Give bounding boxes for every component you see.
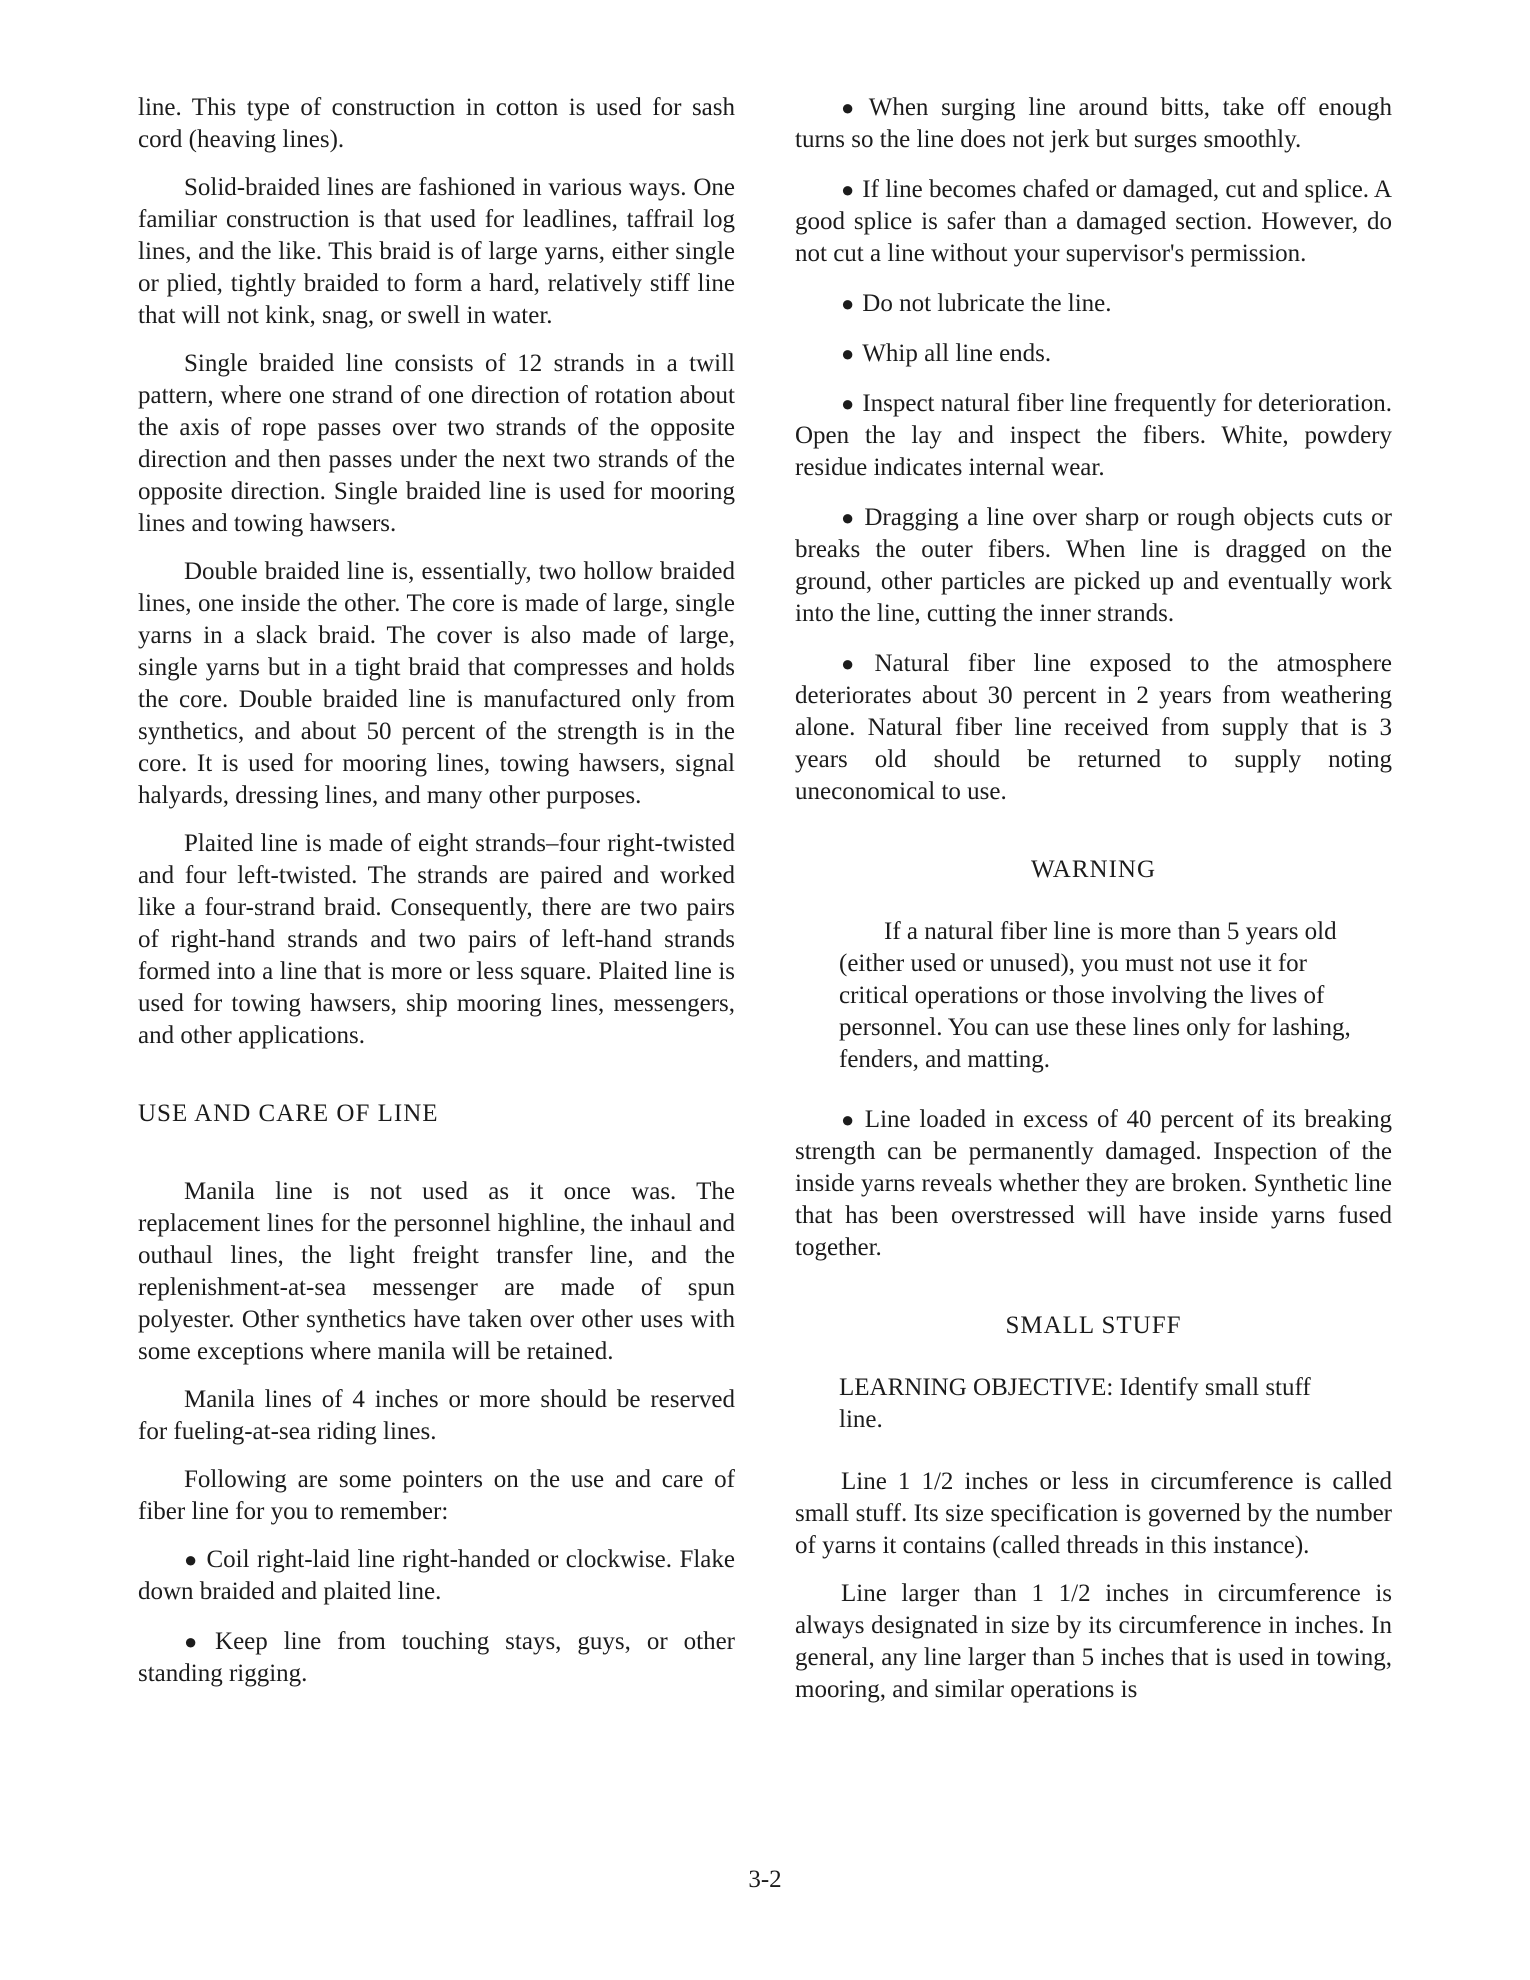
bullet-item: [795, 174, 1392, 270]
bullet-text: Inspect natural fiber line frequently for deterioration. Open the lay and inspect the fibers. White, powdery residue indicates internal wear.: [795, 390, 1393, 481]
paragraph-manila: Manila line is not used as it once was. The replacement lines for the personnel highline, the inhaul and outhaul lines, the light freight transfer line, and the replenishment-at-sea messenger are made of spun polyester. Other synthetics have taken over other uses with some exceptions where manila will be retained.: [138, 1178, 735, 1365]
bullet-text: Do not lubricate the line.: [862, 290, 1112, 317]
paragraph-pointers-intro: Following are some pointers on the use and care of fiber line for you to remember:: [138, 1466, 735, 1525]
bullet-item: [795, 92, 1392, 156]
bullet-icon: ●: [184, 1547, 199, 1572]
bullet-icon: ●: [841, 291, 855, 316]
bullet-item: [138, 1626, 735, 1690]
bullet-text: Dragging a line over sharp or rough objects cuts or breaks the outer fibers. When line is dragged on the ground, other particles are picked up and eventually work into the line, cutting the inner strands.: [795, 504, 1392, 627]
bullet-item: [795, 338, 1392, 370]
bullet-text: When surging line around bitts, take off enough turns so the line does not jerk but surges smoothly.: [795, 94, 1392, 153]
paragraph-single-braided: Single braided line consists of 12 strands in a twill pattern, where one strand of one direction of rotation about the axis of rope passes over two strands of the opposite direction and then passes under the next two strands of the opposite direction. Single braided line is used for mooring lines and towing hawsers.: [138, 350, 735, 537]
bullet-item: [795, 502, 1392, 630]
paragraph-solid-braided: Solid-braided lines are fashioned in various ways. One familiar construction is that used for leadlines, taffrail log lines, and the like. This braid is of large yarns, either single or plied, tightly braided to form a hard, relatively stiff line that will not kink, snag, or swell in water.: [138, 174, 735, 329]
section-heading-use-and-care: USE AND CARE OF LINE: [138, 1100, 439, 1127]
section-heading-small-stuff: SMALL STUFF: [1005, 1312, 1182, 1339]
bullet-item: [795, 648, 1392, 808]
bullet-text: Coil right-laid line right-handed or clockwise. Flake down braided and plaited line.: [138, 1546, 735, 1605]
bullet-icon: ●: [841, 177, 855, 202]
paragraph-plaited: Plaited line is made of eight strands–four right-twisted and four left-twisted. The strands are paired and worked like a four-strand braid. Consequently, there are two pairs of right-hand strands and two pairs of left-hand strands formed into a line that is more or less square. Plaited line is used for towing hawsers, ship mooring lines, messengers, and other applications.: [138, 830, 735, 1049]
paragraph-small-stuff: Line 1 1/2 inches or less in circumference is called small stuff. Its size specification is governed by the number of yarns it contains (called threads in this instance).: [795, 1468, 1392, 1559]
left-column: [138, 92, 735, 1708]
bullet-icon: ●: [841, 651, 867, 676]
bullet-icon: ●: [841, 95, 861, 120]
bullet-item: [795, 388, 1392, 484]
warning-title: WARNING: [1030, 856, 1157, 883]
paragraph-double-braided: Double braided line is, essentially, two hollow braided lines, one inside the other. The core is made of large, single yarns in a slack braid. The cover is also made of large, single yarns but in a tight braid that compresses and holds the core. Double braided line is manufactured only from synthetics, and about 50 percent of the strength is in the core. It is used for mooring lines, towing hawsers, signal halyards, dressing lines, and many other purposes.: [138, 558, 735, 809]
paragraph-line-larger: Line larger than 1 1/2 inches in circumference is always designated in size by its circumference in inches. In general, any line larger than 5 inches that is used in towing, mooring, and similar operations is: [795, 1580, 1392, 1703]
bullet-icon: ●: [841, 1107, 857, 1132]
page-number: 3-2: [748, 1866, 782, 1893]
bullet-item: [795, 288, 1392, 320]
bullet-item: [795, 1104, 1392, 1264]
bullet-item: [138, 1544, 735, 1608]
bullet-text: If line becomes chafed or damaged, cut and splice. A good splice is safer than a damaged section. However, do not cut a line without your supervisor's permission.: [795, 176, 1392, 267]
paragraph-continued: line. This type of construction in cotton is used for sash cord (heaving lines).: [138, 94, 735, 153]
bullet-text: Keep line from touching stays, guys, or other standing rigging.: [138, 1628, 735, 1687]
bullet-icon: ●: [841, 505, 857, 530]
bullet-icon: ●: [841, 341, 855, 366]
warning-text: If a natural fiber line is more than 5 years old (either used or unused), you must not use it for critical operations or those involving the lives of personnel. You can use these lines only for lashing, fenders, and matting.: [839, 918, 1351, 1073]
bullet-text: Natural fiber line exposed to the atmosphere deteriorates about 30 percent in 2 years from weathering alone. Natural fiber line received from supply that is 3 years old should be returned to supply noting uneconomical to use.: [795, 650, 1392, 805]
bullet-text: Line loaded in excess of 40 percent of its breaking strength can be permanently damaged. Inspection of the inside yarns reveals whether they are broken. Synthetic line that has been overstressed will have inside yarns fused together.: [795, 1106, 1392, 1261]
bullet-text: Whip all line ends.: [862, 340, 1052, 367]
right-column: [795, 92, 1392, 1722]
bullet-icon: ●: [841, 391, 855, 416]
learning-objective: LEARNING OBJECTIVE: Identify small stuff line.: [839, 1374, 1311, 1433]
bullet-icon: ●: [184, 1629, 208, 1654]
paragraph-manila-reserved: Manila lines of 4 inches or more should be reserved for fueling-at-sea riding lines.: [138, 1386, 735, 1445]
